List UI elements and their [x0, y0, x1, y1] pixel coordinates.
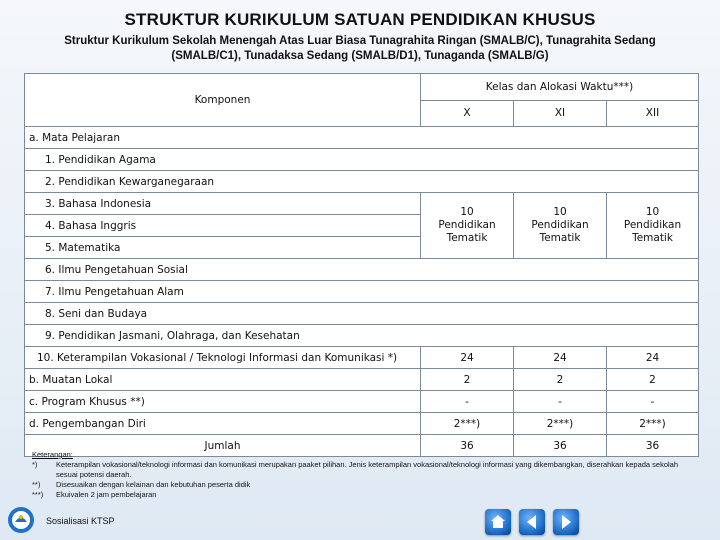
home-icon	[485, 509, 511, 535]
section-a-label: a. Mata Pelajaran	[25, 127, 699, 149]
subject-row	[25, 149, 699, 171]
muatan-lokal-xi: 2	[514, 369, 607, 391]
class-xii-header: XII	[607, 100, 699, 127]
program-khusus-xii: -	[607, 391, 699, 413]
note-mark: **)	[32, 480, 41, 489]
note-mark: *)	[32, 460, 38, 469]
subject-label: 3. Bahasa Indonesia	[25, 193, 421, 215]
subject-row	[25, 193, 699, 215]
home-button[interactable]	[485, 509, 511, 535]
vokasional-xii: 24	[607, 347, 699, 369]
note-item	[32, 480, 692, 490]
tematik-xi: 10 Pendidikan Tematik	[514, 193, 607, 259]
back-icon	[519, 509, 545, 535]
section-a-row	[25, 127, 699, 149]
subject-label: 8. Seni dan Budaya	[25, 303, 699, 325]
program-khusus-label: c. Program Khusus **)	[25, 391, 421, 413]
tematik-xii: 10 Pendidikan Tematik	[607, 193, 699, 259]
page-subtitle: Struktur Kurikulum Sekolah Menengah Atas Luar Biasa Tunagrahita Ringan (SMALB/C), Tunagrahita Sedang (SMALB/C1), Tunadaksa Sedang (SMALB/D1), Tunaganda (SMALB/G)	[64, 35, 656, 62]
curriculum-table	[24, 73, 699, 457]
subject-label: 2. Pendidikan Kewarganegaraan	[25, 171, 699, 193]
muatan-lokal-xii: 2	[607, 369, 699, 391]
subject-label: 1. Pendidikan Agama	[25, 149, 699, 171]
pengembangan-diri-xii: 2***)	[607, 413, 699, 435]
class-x-header: X	[421, 100, 514, 127]
notes	[32, 450, 692, 500]
note-text: Disesuaikan dengan kelainan dan kebutuhan peserta didik	[56, 480, 251, 489]
program-khusus-xi: -	[514, 391, 607, 413]
tut-wuri-logo-icon	[6, 505, 36, 535]
vokasional-label: 10. Keterampilan Vokasional / Teknologi Informasi dan Komunikasi *)	[25, 347, 421, 369]
subject-label: 4. Bahasa Inggris	[25, 215, 421, 237]
muatan-lokal-label: b. Muatan Lokal	[25, 369, 421, 391]
jumlah-xii: 36	[607, 435, 699, 457]
vokasional-row	[25, 347, 699, 369]
pengembangan-diri-row	[25, 413, 699, 435]
footer-text: Sosialisasi KTSP	[46, 516, 115, 526]
subject-row	[25, 259, 699, 281]
pengembangan-diri-xi: 2***)	[514, 413, 607, 435]
vokasional-xi: 24	[514, 347, 607, 369]
forward-icon	[553, 509, 579, 535]
notes-heading: Keterangan:	[32, 450, 73, 459]
subject-label: 7. Ilmu Pengetahuan Alam	[25, 281, 699, 303]
table-header-row	[25, 74, 699, 101]
note-item	[32, 460, 692, 480]
subject-label: 6. Ilmu Pengetahuan Sosial	[25, 259, 699, 281]
forward-button[interactable]	[553, 509, 579, 535]
subject-label: 9. Pendidikan Jasmani, Olahraga, dan Kesehatan	[25, 325, 699, 347]
back-button[interactable]	[519, 509, 545, 535]
jumlah-label: Jumlah	[25, 435, 421, 457]
page-title: STRUKTUR KURIKULUM SATUAN PENDIDIKAN KHUSUS	[124, 10, 596, 29]
komponen-header: Komponen	[25, 74, 421, 127]
muatan-lokal-row	[25, 369, 699, 391]
tematik-x: 10 Pendidikan Tematik	[421, 193, 514, 259]
muatan-lokal-x: 2	[421, 369, 514, 391]
pengembangan-diri-label: d. Pengembangan Diri	[25, 413, 421, 435]
note-item	[32, 490, 692, 500]
note-mark: ***)	[32, 490, 44, 499]
vokasional-x: 24	[421, 347, 514, 369]
jumlah-x: 36	[421, 435, 514, 457]
class-xi-header: XI	[514, 100, 607, 127]
kelas-header: Kelas dan Alokasi Waktu***)	[421, 74, 699, 101]
subject-row	[25, 303, 699, 325]
subject-row	[25, 281, 699, 303]
subject-row	[25, 325, 699, 347]
note-text: Ekuivalen 2 jam pembelajaran	[56, 490, 157, 499]
program-khusus-x: -	[421, 391, 514, 413]
note-text: Keterampilan vokasional/teknologi informasi dan komunikasi merupakan paaket pilihan. Jenis keterampilan vokasional/teknologi informasi yang dikembangkan, diserahkan kepada sekolah sesuai potensi daerah.	[56, 460, 679, 479]
program-khusus-row	[25, 391, 699, 413]
subject-label: 5. Matematika	[25, 237, 421, 259]
jumlah-xi: 36	[514, 435, 607, 457]
subject-row	[25, 171, 699, 193]
pengembangan-diri-x: 2***)	[421, 413, 514, 435]
